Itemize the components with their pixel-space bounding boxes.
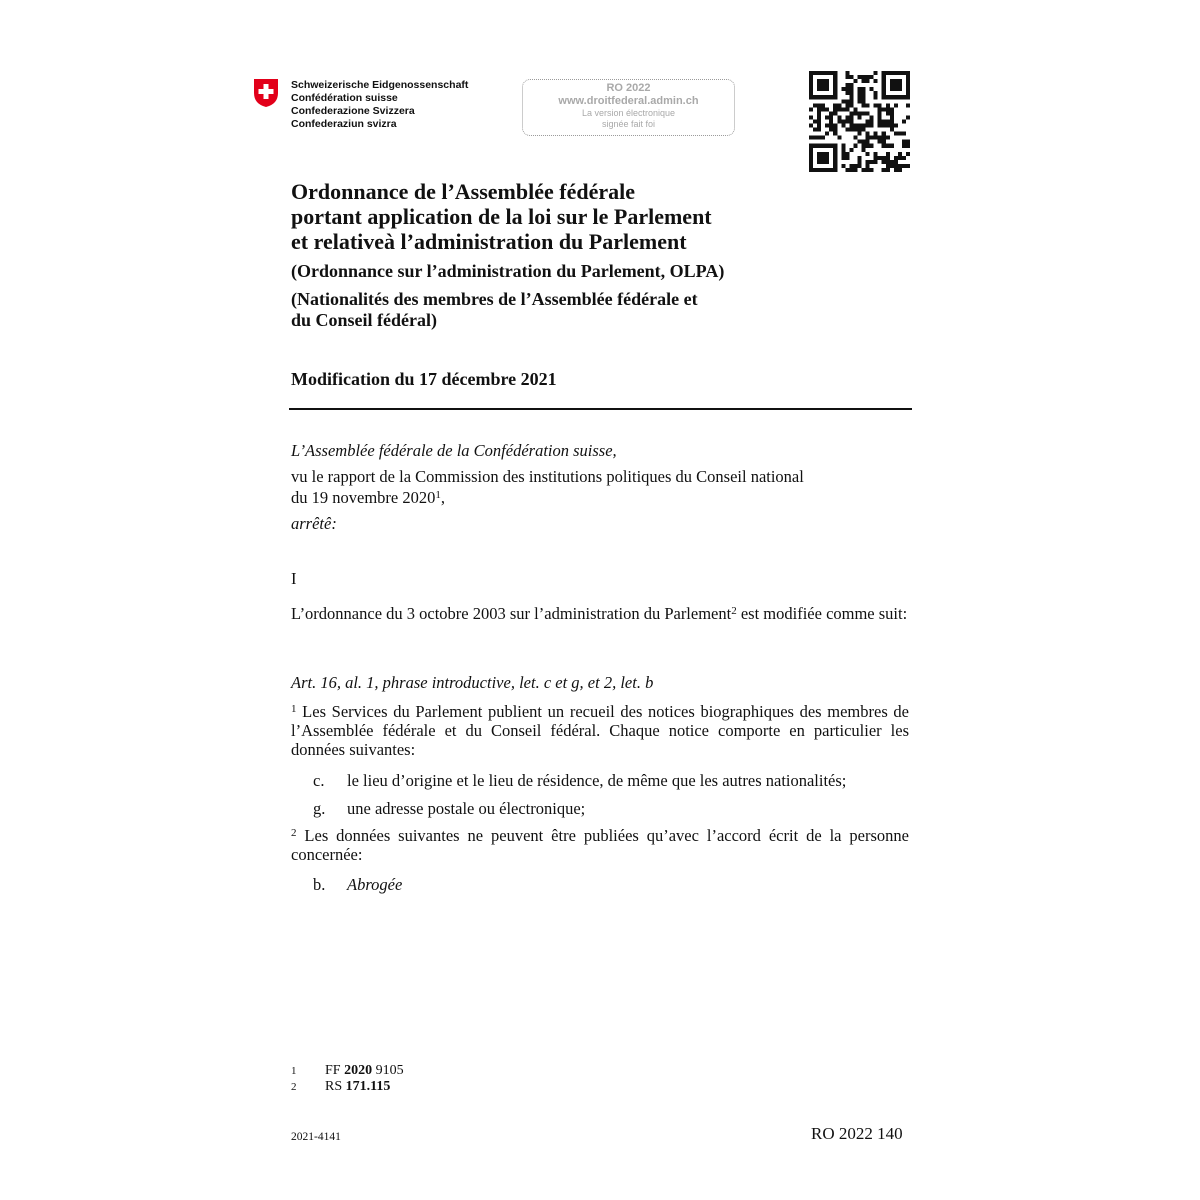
document-title-line: portant application de la loi sur le Parlement [291,204,712,229]
footnote-text: FF [325,1063,345,1078]
list-mark: b. [313,875,326,894]
issuer-line: Schweizerische Eidgenossenschaft [291,79,469,91]
stamp-text: La version électronique [581,108,676,118]
preamble-considering: vu le rapport de la Commission des institutions politiques du Conseil national [291,467,804,486]
list-item [313,875,402,894]
preamble-authority: L’Assemblée fédérale de la Confédération suisse, [291,441,617,460]
paragraph-number: 2 [291,827,297,839]
stamp-url: www.droitfederal.admin.ch [558,95,699,107]
footnote-bold: 2020 [344,1063,373,1078]
amendment-intro-text: L’ordonnance du 3 octobre 2003 sur l’administration du Parlement [291,604,732,623]
footnote-ref[interactable]: 2 [731,605,737,617]
footnote-text: RS [325,1079,346,1094]
list-mark: c. [313,771,325,790]
stamp-text: signée fait foi [601,119,656,129]
footnote-text: 9105 [372,1063,404,1078]
footnotes [291,1063,404,1095]
amendment-intro [291,604,909,623]
document-number: 2021-4141 [291,1131,341,1143]
list-text: le lieu d’origine et le lieu de résidence, de même que les autres nationalités; [347,771,847,790]
paragraph-2 [291,826,909,864]
list-item [313,771,846,790]
paragraph-text: Les Services du Parlement publient un recueil des notices biographiques des membres de l’Assemblée fédérale et du Conseil fédéral. Chaque notice comporte en particulier les données suivantes: [291,702,909,759]
list-text: une adresse postale ou électronique; [347,799,586,818]
footnote [291,1063,404,1079]
footnote-ref[interactable]: 1 [435,489,441,501]
swiss-flag-icon [252,78,280,108]
list-item [313,799,585,818]
list-text: Abrogée [347,875,403,894]
issuer-line: Confederaziun svizra [291,118,397,130]
amendment-intro-text: est modifiée comme suit: [736,604,908,623]
paragraph-1 [291,702,909,759]
issuer-line: Confédération suisse [291,92,398,104]
preamble-considering-date [291,488,445,507]
footnote [291,1079,404,1095]
electronic-signature-stamp [522,79,735,136]
footnote-number: 2 [291,1081,297,1093]
stamp-ro: RO 2022 [606,82,651,94]
issuer-line: Confederazione Svizzera [291,105,415,117]
preamble-decrees: arrêtê: [291,514,337,533]
preamble-date-text: du 19 novembre 2020 [291,488,436,507]
topic-line: du Conseil fédéral) [291,310,437,330]
preamble-punct: , [440,488,445,507]
footnote-bold: 171.115 [345,1079,391,1094]
paragraph-number: 1 [291,703,297,715]
ro-reference: RO 2022 140 [811,1124,903,1143]
document-title-line: et relativeà l’administration du Parlement [291,229,687,254]
short-title: (Ordonnance sur l’administration du Parlement, OLPA) [291,261,725,281]
qr-code-icon [809,71,910,172]
footnote-number: 1 [291,1065,297,1077]
document-title-line: Ordonnance de l’Assemblée fédérale [291,179,635,204]
modification-date: Modification du 17 décembre 2021 [291,369,557,389]
paragraph-text: Les données suivantes ne peuvent être publiées qu’avec l’accord écrit de la personne concernée: [291,826,909,864]
issuer-name-block [291,79,468,131]
list-mark: g. [313,799,326,818]
topic-line: (Nationalités des membres de l’Assemblée fédérale et [291,289,698,309]
article-heading: Art. 16, al. 1, phrase introductive, let. c et g, et 2, let. b [291,673,654,692]
divider [289,408,912,410]
section-numeral: I [291,569,297,588]
